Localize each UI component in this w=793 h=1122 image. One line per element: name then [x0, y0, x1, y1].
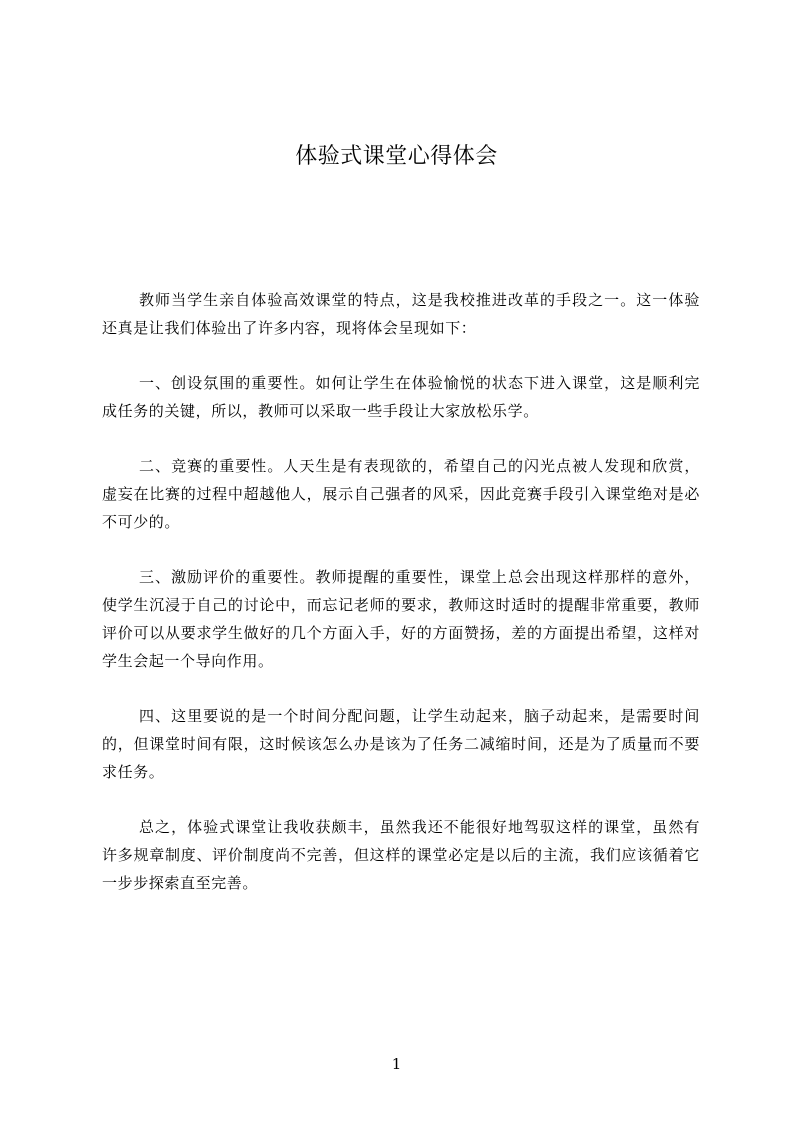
document-title: 体验式课堂心得体会 [295, 144, 498, 169]
paragraph-point-3: 三、激励评价的重要性。教师提醒的重要性，课堂上总会出现这样那样的意外，使学生沉浸于自己的讨论中，而忘记老师的要求，教师这时适时的提醒非常重要，教师评价可以从要求学生做好的几个方面入手，好的方面赞扬，差的方面提出希望，这样对学生会起一个导向作用。 [102, 568, 700, 670]
paragraph-point-1: 一、创设氛围的重要性。如何让学生在体验愉悦的状态下进入课堂，这是顺利完成任务的关键，所以，教师可以采取一些手段让大家放松乐学。 [102, 374, 700, 420]
document-body [102, 286, 700, 924]
paragraph-point-2: 二、竞赛的重要性。人天生是有表现欲的，希望自己的闪光点被人发现和欣赏，虚妄在比赛的过程中超越他人，展示自己强者的风采，因此竞赛手段引入课堂绝对是必不可少的。 [102, 457, 700, 531]
page-number: 1 [391, 1055, 402, 1073]
paragraph-intro: 教师当学生亲自体验高效课堂的特点，这是我校推进改革的手段之一。这一体验还真是让我们体验出了许多内容，现将体会呈现如下： [102, 291, 700, 337]
paragraph-point-4: 四、这里要说的是一个时间分配问题，让学生动起来，脑子动起来，是需要时间的，但课堂时间有限，这时候该怎么办是该为了任务二减缩时间，还是为了质量而不要求任务。 [102, 707, 700, 781]
paragraph-conclusion: 总之，体验式课堂让我收获颇丰，虽然我还不能很好地驾驭这样的课堂，虽然有许多规章制度、评价制度尚不完善，但这样的课堂必定是以后的主流，我们应该循着它一步步探索直至完善。 [102, 818, 700, 892]
